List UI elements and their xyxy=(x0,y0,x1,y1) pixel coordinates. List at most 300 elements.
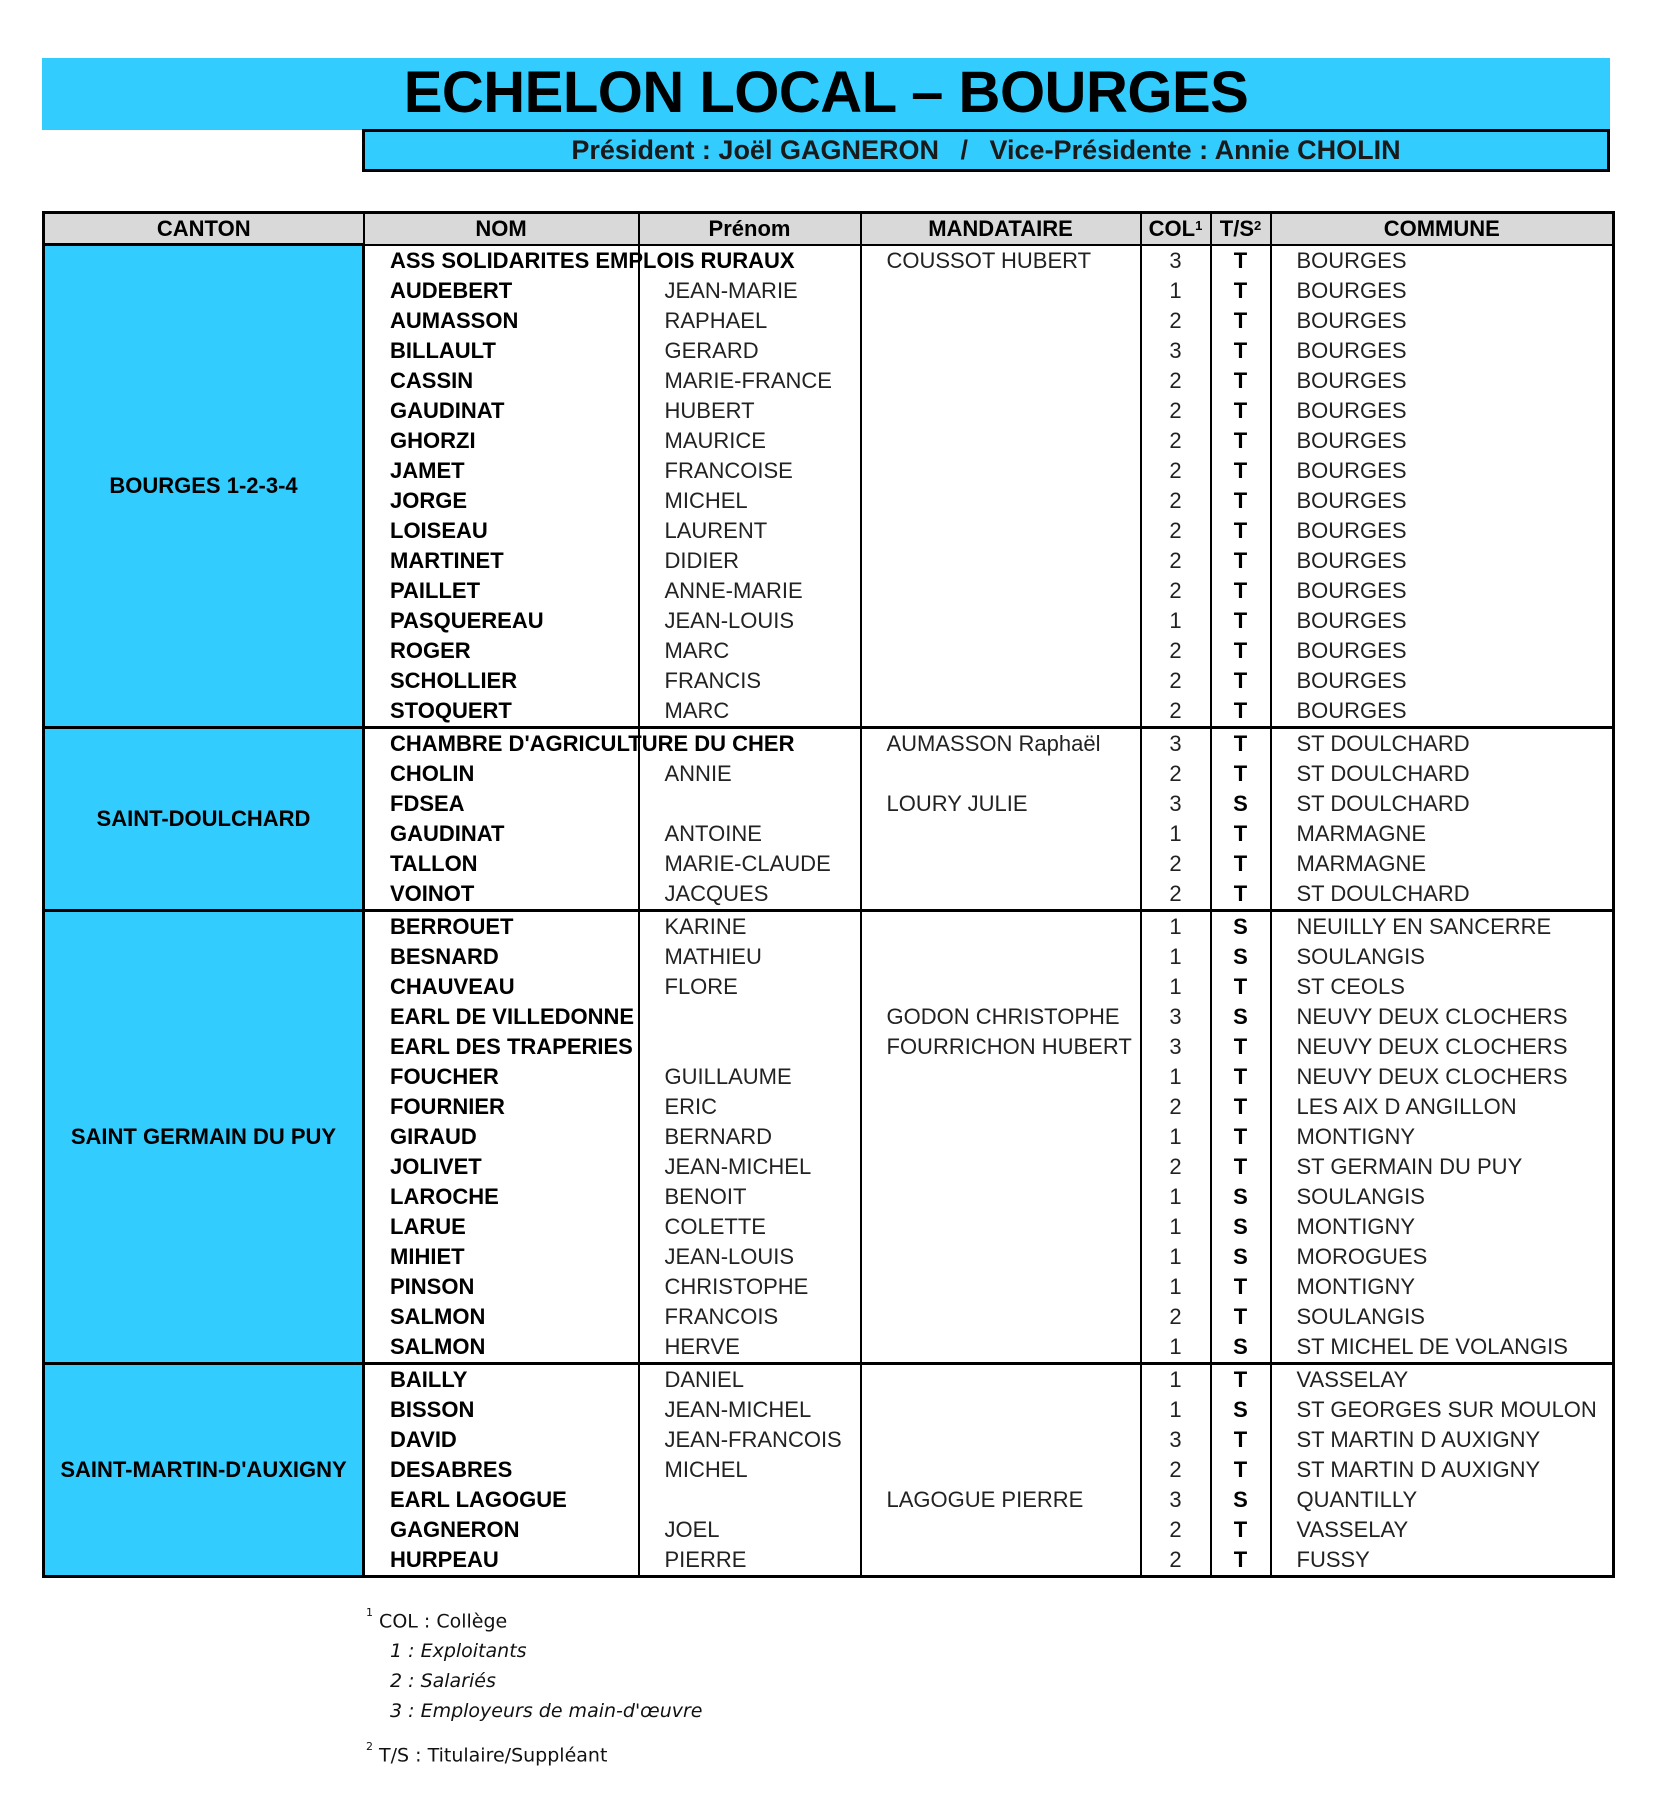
cell-nom: AUMASSON xyxy=(364,306,639,336)
cell-col: 2 xyxy=(1141,456,1211,486)
cell-mandataire xyxy=(861,636,1141,666)
cell-commune: ST MICHEL DE VOLANGIS xyxy=(1271,1332,1614,1364)
cell-ts: T xyxy=(1211,306,1271,336)
cell-ts: T xyxy=(1211,366,1271,396)
cell-col: 1 xyxy=(1141,1062,1211,1092)
cell-mandataire xyxy=(861,576,1141,606)
cell-ts: T xyxy=(1211,1363,1271,1395)
cell-mandataire xyxy=(861,972,1141,1002)
cell-commune: MARMAGNE xyxy=(1271,849,1614,879)
cell-ts: T xyxy=(1211,849,1271,879)
cell-col: 2 xyxy=(1141,666,1211,696)
cell-col: 1 xyxy=(1141,1272,1211,1302)
cell-nom: JOLIVET xyxy=(364,1152,639,1182)
cell-ts: T xyxy=(1211,1302,1271,1332)
cell-commune: BOURGES xyxy=(1271,456,1614,486)
header-canton: CANTON xyxy=(44,213,364,245)
cell-col: 1 xyxy=(1141,276,1211,306)
cell-col: 2 xyxy=(1141,1302,1211,1332)
cell-prenom: GUILLAUME xyxy=(639,1062,861,1092)
cell-nom: JORGE xyxy=(364,486,639,516)
cell-prenom: ERIC xyxy=(639,1092,861,1122)
cell-commune: MONTIGNY xyxy=(1271,1122,1614,1152)
cell-commune: BOURGES xyxy=(1271,426,1614,456)
header-nom: NOM xyxy=(364,213,639,245)
footnote-col-item: 1 : Exploitants xyxy=(390,1640,527,1663)
cell-mandataire: AUMASSON Raphaël xyxy=(861,727,1141,759)
cell-ts: T xyxy=(1211,1515,1271,1545)
cell-ts: T xyxy=(1211,426,1271,456)
cell-commune: VASSELAY xyxy=(1271,1363,1614,1395)
cell-prenom: HUBERT xyxy=(639,396,861,426)
cell-mandataire xyxy=(861,1092,1141,1122)
cell-nom: GHORZI xyxy=(364,426,639,456)
cell-col: 2 xyxy=(1141,366,1211,396)
cell-nom: GAUDINAT xyxy=(364,819,639,849)
cell-canton: SAINT GERMAIN DU PUY xyxy=(44,910,364,1363)
cell-prenom: JOEL xyxy=(639,1515,861,1545)
cell-nom: GIRAUD xyxy=(364,1122,639,1152)
cell-commune: MONTIGNY xyxy=(1271,1272,1614,1302)
cell-prenom: ANNE-MARIE xyxy=(639,576,861,606)
cell-col: 2 xyxy=(1141,306,1211,336)
cell-col: 2 xyxy=(1141,1515,1211,1545)
cell-col: 3 xyxy=(1141,727,1211,759)
cell-mandataire xyxy=(861,306,1141,336)
cell-prenom: MATHIEU xyxy=(639,942,861,972)
cell-canton: BOURGES 1-2-3-4 xyxy=(44,245,364,728)
cell-prenom: LAURENT xyxy=(639,516,861,546)
cell-col: 1 xyxy=(1141,910,1211,942)
cell-mandataire xyxy=(861,516,1141,546)
members-table-container xyxy=(42,211,1612,1578)
cell-commune: MONTIGNY xyxy=(1271,1212,1614,1242)
cell-prenom: FRANCIS xyxy=(639,666,861,696)
cell-col: 2 xyxy=(1141,1092,1211,1122)
cell-ts: T xyxy=(1211,1152,1271,1182)
officers-box xyxy=(362,129,1610,172)
cell-prenom: JACQUES xyxy=(639,879,861,911)
cell-mandataire xyxy=(861,546,1141,576)
table-row xyxy=(44,727,1614,759)
cell-mandataire xyxy=(861,426,1141,456)
cell-mandataire xyxy=(861,1455,1141,1485)
cell-ts: S xyxy=(1211,1002,1271,1032)
cell-prenom: HERVE xyxy=(639,1332,861,1364)
cell-prenom: BERNARD xyxy=(639,1122,861,1152)
cell-col: 3 xyxy=(1141,789,1211,819)
header-prenom: Prénom xyxy=(639,213,861,245)
cell-commune: QUANTILLY xyxy=(1271,1485,1614,1515)
vice-president-label: Vice-Présidente : Annie CHOLIN xyxy=(989,135,1401,165)
cell-commune: BOURGES xyxy=(1271,396,1614,426)
cell-col: 2 xyxy=(1141,426,1211,456)
cell-commune: ST DOULCHARD xyxy=(1271,759,1614,789)
cell-nom: BAILLY xyxy=(364,1363,639,1395)
footnote-col-mark: 1 xyxy=(366,1606,373,1619)
cell-prenom: MARC xyxy=(639,636,861,666)
cell-prenom xyxy=(639,1002,861,1032)
cell-col: 3 xyxy=(1141,1485,1211,1515)
cell-ts: T xyxy=(1211,1122,1271,1152)
footnote-col-item: 2 : Salariés xyxy=(390,1670,496,1693)
cell-ts: T xyxy=(1211,1092,1271,1122)
cell-mandataire xyxy=(861,1242,1141,1272)
cell-prenom xyxy=(639,1032,861,1062)
cell-ts: T xyxy=(1211,1425,1271,1455)
cell-ts: T xyxy=(1211,516,1271,546)
cell-col: 2 xyxy=(1141,486,1211,516)
cell-col: 2 xyxy=(1141,636,1211,666)
cell-nom: DAVID xyxy=(364,1425,639,1455)
footnote-ts-text: T/S : Titulaire/Suppléant xyxy=(379,1744,608,1767)
cell-col: 2 xyxy=(1141,849,1211,879)
cell-prenom: JEAN-MARIE xyxy=(639,276,861,306)
cell-mandataire xyxy=(861,456,1141,486)
cell-nom: LARUE xyxy=(364,1212,639,1242)
cell-nom: FOURNIER xyxy=(364,1092,639,1122)
cell-prenom: COLETTE xyxy=(639,1212,861,1242)
cell-ts: T xyxy=(1211,727,1271,759)
cell-nom: STOQUERT xyxy=(364,696,639,728)
cell-commune: SOULANGIS xyxy=(1271,942,1614,972)
cell-col: 2 xyxy=(1141,1545,1211,1577)
cell-ts: T xyxy=(1211,486,1271,516)
cell-ts: T xyxy=(1211,546,1271,576)
footnote-col-item: 3 : Employeurs de main-d'œuvre xyxy=(390,1700,703,1723)
header-col xyxy=(1141,213,1211,245)
cell-col: 2 xyxy=(1141,1152,1211,1182)
cell-mandataire xyxy=(861,1332,1141,1364)
cell-col: 1 xyxy=(1141,1242,1211,1272)
cell-prenom: MARIE-CLAUDE xyxy=(639,849,861,879)
cell-col: 3 xyxy=(1141,1002,1211,1032)
cell-mandataire xyxy=(861,366,1141,396)
cell-ts: T xyxy=(1211,636,1271,666)
cell-commune: BOURGES xyxy=(1271,486,1614,516)
cell-prenom: PIERRE xyxy=(639,1545,861,1577)
footnote-col-text: COL : Collège xyxy=(379,1610,508,1633)
cell-col: 1 xyxy=(1141,819,1211,849)
cell-mandataire xyxy=(861,1425,1141,1455)
page-title: ECHELON LOCAL – BOURGES xyxy=(403,60,1249,125)
cell-mandataire xyxy=(861,666,1141,696)
cell-commune: BOURGES xyxy=(1271,696,1614,728)
cell-commune: NEUVY DEUX CLOCHERS xyxy=(1271,1002,1614,1032)
cell-mandataire xyxy=(861,336,1141,366)
members-table xyxy=(42,211,1615,1578)
cell-canton: SAINT-DOULCHARD xyxy=(44,727,364,910)
cell-ts: T xyxy=(1211,396,1271,426)
cell-mandataire xyxy=(861,1302,1141,1332)
cell-prenom: FRANCOIS xyxy=(639,1302,861,1332)
cell-commune: ST MARTIN D AUXIGNY xyxy=(1271,1425,1614,1455)
cell-commune: BOURGES xyxy=(1271,546,1614,576)
cell-mandataire xyxy=(861,1212,1141,1242)
cell-mandataire xyxy=(861,879,1141,911)
cell-col: 1 xyxy=(1141,1212,1211,1242)
cell-ts: S xyxy=(1211,1485,1271,1515)
cell-commune: ST DOULCHARD xyxy=(1271,727,1614,759)
cell-ts: T xyxy=(1211,819,1271,849)
cell-nom: FOUCHER xyxy=(364,1062,639,1092)
cell-ts: S xyxy=(1211,1182,1271,1212)
table-header-row xyxy=(44,213,1614,245)
cell-commune: BOURGES xyxy=(1271,606,1614,636)
cell-nom: LOISEAU xyxy=(364,516,639,546)
cell-commune: BOURGES xyxy=(1271,666,1614,696)
cell-canton: SAINT-MARTIN-D'AUXIGNY xyxy=(44,1363,364,1576)
cell-nom: GAUDINAT xyxy=(364,396,639,426)
cell-ts: S xyxy=(1211,789,1271,819)
header-ts-footnote-mark: 2 xyxy=(1254,217,1262,233)
cell-commune: BOURGES xyxy=(1271,245,1614,276)
cell-col: 1 xyxy=(1141,1395,1211,1425)
cell-nom: AUDEBERT xyxy=(364,276,639,306)
cell-nom: CHAUVEAU xyxy=(364,972,639,1002)
cell-commune: ST DOULCHARD xyxy=(1271,879,1614,911)
cell-commune: LES AIX D ANGILLON xyxy=(1271,1092,1614,1122)
cell-nom: MIHIET xyxy=(364,1242,639,1272)
cell-nom: PINSON xyxy=(364,1272,639,1302)
cell-mandataire xyxy=(861,1395,1141,1425)
cell-commune: MOROGUES xyxy=(1271,1242,1614,1272)
cell-mandataire xyxy=(861,759,1141,789)
cell-nom: LAROCHE xyxy=(364,1182,639,1212)
cell-nom: SALMON xyxy=(364,1332,639,1364)
cell-mandataire xyxy=(861,910,1141,942)
cell-col: 1 xyxy=(1141,1122,1211,1152)
cell-col: 2 xyxy=(1141,576,1211,606)
cell-commune: ST CEOLS xyxy=(1271,972,1614,1002)
cell-nom: FDSEA xyxy=(364,789,639,819)
cell-nom: EARL LAGOGUE xyxy=(364,1485,639,1515)
cell-prenom: ANTOINE xyxy=(639,819,861,849)
cell-ts: S xyxy=(1211,942,1271,972)
cell-ts: T xyxy=(1211,759,1271,789)
table-row xyxy=(44,245,1614,276)
cell-nom: ROGER xyxy=(364,636,639,666)
cell-prenom xyxy=(639,1485,861,1515)
cell-nom: EARL DE VILLEDONNE xyxy=(364,1002,639,1032)
cell-nom: CHAMBRE D'AGRICULTURE DU CHER xyxy=(364,727,639,759)
cell-ts: T xyxy=(1211,336,1271,366)
table-row xyxy=(44,910,1614,942)
cell-nom: ASS SOLIDARITES EMPLOIS RURAUX xyxy=(364,245,639,276)
cell-ts: T xyxy=(1211,1032,1271,1062)
cell-mandataire: GODON CHRISTOPHE xyxy=(861,1002,1141,1032)
cell-prenom: FLORE xyxy=(639,972,861,1002)
cell-ts: T xyxy=(1211,276,1271,306)
cell-nom: EARL DES TRAPERIES xyxy=(364,1032,639,1062)
cell-mandataire xyxy=(861,942,1141,972)
cell-mandataire xyxy=(861,396,1141,426)
cell-prenom: ANNIE xyxy=(639,759,861,789)
cell-commune: NEUVY DEUX CLOCHERS xyxy=(1271,1032,1614,1062)
subtitle-separator: / xyxy=(960,135,968,165)
cell-mandataire xyxy=(861,849,1141,879)
cell-commune: SOULANGIS xyxy=(1271,1302,1614,1332)
cell-nom: DESABRES xyxy=(364,1455,639,1485)
cell-ts: T xyxy=(1211,606,1271,636)
cell-col: 2 xyxy=(1141,396,1211,426)
cell-commune: SOULANGIS xyxy=(1271,1182,1614,1212)
cell-commune: BOURGES xyxy=(1271,306,1614,336)
president-label: Président : Joël GAGNERON xyxy=(571,135,939,165)
cell-ts: T xyxy=(1211,879,1271,911)
cell-prenom: MICHEL xyxy=(639,1455,861,1485)
cell-col: 1 xyxy=(1141,972,1211,1002)
cell-commune: VASSELAY xyxy=(1271,1515,1614,1545)
cell-commune: ST DOULCHARD xyxy=(1271,789,1614,819)
cell-commune: NEUILLY EN SANCERRE xyxy=(1271,910,1614,942)
cell-ts: S xyxy=(1211,1332,1271,1364)
cell-mandataire xyxy=(861,1272,1141,1302)
cell-prenom: JEAN-MICHEL xyxy=(639,1152,861,1182)
cell-col: 2 xyxy=(1141,1455,1211,1485)
header-col-label: COL xyxy=(1148,215,1196,241)
header-ts xyxy=(1211,213,1271,245)
cell-nom: SALMON xyxy=(364,1302,639,1332)
cell-nom: SCHOLLIER xyxy=(364,666,639,696)
cell-prenom: BENOIT xyxy=(639,1182,861,1212)
cell-mandataire xyxy=(861,1152,1141,1182)
header-ts-label: T/S xyxy=(1219,215,1254,241)
cell-commune: BOURGES xyxy=(1271,276,1614,306)
table-row xyxy=(44,1363,1614,1395)
cell-nom: MARTINET xyxy=(364,546,639,576)
cell-mandataire xyxy=(861,1062,1141,1092)
cell-prenom: KARINE xyxy=(639,910,861,942)
cell-commune: FUSSY xyxy=(1271,1545,1614,1577)
cell-prenom: FRANCOISE xyxy=(639,456,861,486)
cell-ts: T xyxy=(1211,972,1271,1002)
cell-nom: VOINOT xyxy=(364,879,639,911)
cell-col: 1 xyxy=(1141,1332,1211,1364)
cell-mandataire xyxy=(861,1363,1141,1395)
cell-col: 2 xyxy=(1141,516,1211,546)
cell-prenom: JEAN-LOUIS xyxy=(639,1242,861,1272)
cell-mandataire: LAGOGUE PIERRE xyxy=(861,1485,1141,1515)
cell-mandataire xyxy=(861,696,1141,728)
cell-prenom: CHRISTOPHE xyxy=(639,1272,861,1302)
cell-commune: ST MARTIN D AUXIGNY xyxy=(1271,1455,1614,1485)
cell-col: 1 xyxy=(1141,1363,1211,1395)
header-commune: COMMUNE xyxy=(1271,213,1614,245)
cell-prenom: RAPHAEL xyxy=(639,306,861,336)
cell-col: 1 xyxy=(1141,942,1211,972)
cell-prenom: GERARD xyxy=(639,336,861,366)
cell-prenom: JEAN-FRANCOIS xyxy=(639,1425,861,1455)
cell-prenom xyxy=(639,789,861,819)
cell-commune: BOURGES xyxy=(1271,636,1614,666)
cell-mandataire: COUSSOT HUBERT xyxy=(861,245,1141,276)
cell-ts: T xyxy=(1211,245,1271,276)
cell-nom: BILLAULT xyxy=(364,336,639,366)
cell-col: 3 xyxy=(1141,1425,1211,1455)
cell-nom: TALLON xyxy=(364,849,639,879)
footnote-ts xyxy=(366,1736,703,1770)
cell-col: 2 xyxy=(1141,759,1211,789)
cell-col: 3 xyxy=(1141,245,1211,276)
cell-mandataire xyxy=(861,1182,1141,1212)
cell-nom: HURPEAU xyxy=(364,1545,639,1577)
cell-prenom: DANIEL xyxy=(639,1363,861,1395)
cell-nom: PAILLET xyxy=(364,576,639,606)
cell-col: 2 xyxy=(1141,879,1211,911)
cell-mandataire xyxy=(861,486,1141,516)
cell-col: 2 xyxy=(1141,696,1211,728)
cell-prenom: DIDIER xyxy=(639,546,861,576)
cell-nom: CASSIN xyxy=(364,366,639,396)
cell-mandataire xyxy=(861,819,1141,849)
cell-ts: T xyxy=(1211,1062,1271,1092)
cell-ts: S xyxy=(1211,1395,1271,1425)
cell-nom: BERROUET xyxy=(364,910,639,942)
cell-col: 1 xyxy=(1141,606,1211,636)
cell-col: 3 xyxy=(1141,1032,1211,1062)
cell-mandataire: LOURY JULIE xyxy=(861,789,1141,819)
cell-nom: BISSON xyxy=(364,1395,639,1425)
cell-ts: S xyxy=(1211,1242,1271,1272)
cell-commune: BOURGES xyxy=(1271,366,1614,396)
cell-mandataire xyxy=(861,276,1141,306)
cell-ts: T xyxy=(1211,456,1271,486)
cell-mandataire: FOURRICHON HUBERT xyxy=(861,1032,1141,1062)
footnote-col xyxy=(366,1602,703,1636)
cell-ts: T xyxy=(1211,1455,1271,1485)
cell-commune: NEUVY DEUX CLOCHERS xyxy=(1271,1062,1614,1092)
cell-prenom: MARIE-FRANCE xyxy=(639,366,861,396)
cell-commune: ST GERMAIN DU PUY xyxy=(1271,1152,1614,1182)
cell-nom: BESNARD xyxy=(364,942,639,972)
cell-nom: GAGNERON xyxy=(364,1515,639,1545)
cell-ts: S xyxy=(1211,910,1271,942)
cell-commune: MARMAGNE xyxy=(1271,819,1614,849)
table-body xyxy=(44,245,1614,1577)
cell-commune: BOURGES xyxy=(1271,516,1614,546)
cell-nom: PASQUEREAU xyxy=(364,606,639,636)
footnotes xyxy=(366,1602,703,1771)
cell-ts: T xyxy=(1211,576,1271,606)
cell-ts: T xyxy=(1211,666,1271,696)
cell-prenom: MARC xyxy=(639,696,861,728)
footnote-ts-mark: 2 xyxy=(366,1740,373,1754)
cell-prenom: MAURICE xyxy=(639,426,861,456)
cell-mandataire xyxy=(861,1122,1141,1152)
cell-mandataire xyxy=(861,606,1141,636)
header-col-footnote-mark: 1 xyxy=(1195,217,1203,233)
cell-ts: T xyxy=(1211,696,1271,728)
cell-ts: S xyxy=(1211,1212,1271,1242)
cell-ts: T xyxy=(1211,1272,1271,1302)
cell-col: 3 xyxy=(1141,336,1211,366)
cell-nom: CHOLIN xyxy=(364,759,639,789)
cell-prenom: JEAN-MICHEL xyxy=(639,1395,861,1425)
cell-mandataire xyxy=(861,1515,1141,1545)
header-mandataire: MANDATAIRE xyxy=(861,213,1141,245)
cell-prenom: JEAN-LOUIS xyxy=(639,606,861,636)
cell-commune: ST GEORGES SUR MOULON xyxy=(1271,1395,1614,1425)
cell-mandataire xyxy=(861,1545,1141,1577)
cell-col: 2 xyxy=(1141,546,1211,576)
cell-nom: JAMET xyxy=(364,456,639,486)
cell-ts: T xyxy=(1211,1545,1271,1577)
cell-commune: BOURGES xyxy=(1271,336,1614,366)
cell-prenom: MICHEL xyxy=(639,486,861,516)
cell-commune: BOURGES xyxy=(1271,576,1614,606)
cell-col: 1 xyxy=(1141,1182,1211,1212)
